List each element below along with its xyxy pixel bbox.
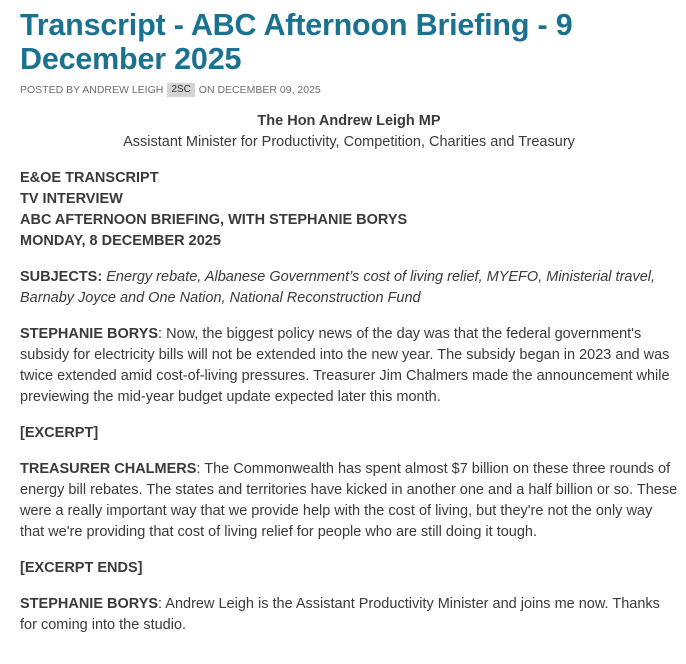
paragraph-text: : Now, the biggest policy news of the day was that the federal government's subsidy for electricity bills will not be extended into the new year. The subsidy began in 2023 and was twice extended amid cost-of-living pressures. Treasurer Jim Chalmers made the announcement while previewing the mid-year budget update expected later this month.: [20, 326, 670, 405]
speaker-name: STEPHANIE BORYS: [20, 596, 159, 612]
speaker-name: TREASURER CHALMERS: [20, 461, 197, 477]
paragraph-text: : Andrew Leigh is the Assistant Productivity Minister and joins me now. Thanks for coming into the studio.: [20, 596, 660, 633]
posted-by: POSTED BY ANDREW LEIGH: [20, 84, 164, 96]
posted-date: ON DECEMBER 09, 2025: [198, 84, 321, 96]
transcript-info-line: E&OE TRANSCRIPT: [20, 170, 159, 186]
transcript-paragraph: [20, 594, 678, 636]
transcript-paragraph: [20, 423, 678, 444]
minister-role: Assistant Minister for Productivity, Competition, Charities and Treasury: [123, 134, 575, 150]
transcript-info: [20, 168, 678, 252]
excerpt-marker: [EXCERPT ENDS]: [20, 560, 143, 576]
speaker-name: STEPHANIE BORYS: [20, 326, 159, 342]
paragraph-text: : The Commonwealth has spent almost $7 billion on these three rounds of energy bill rebates. The states and territories have kicked in another one and a half billion or so. These were a really important way that we provide help with the cost of living, but they're not the only way that we're providing that cost of living relief for people who are still doing it tough.: [20, 461, 678, 540]
excerpt-marker: [EXCERPT]: [20, 425, 99, 441]
transcript-paragraph: [20, 558, 678, 579]
subjects-text: Energy rebate, Albanese Government’s cost of living relief, MYEFO, Ministerial travel, Barnaby Joyce and One Nation, National Reconstruction Fund: [20, 269, 656, 306]
subjects-paragraph: [20, 267, 678, 309]
minister-name: The Hon Andrew Leigh MP: [257, 113, 441, 129]
transcript-paragraph: [20, 459, 678, 543]
subjects-label: SUBJECTS:: [20, 269, 103, 285]
tag-badge[interactable]: 2SC: [167, 83, 194, 97]
transcript-info-line: TV INTERVIEW: [20, 191, 123, 207]
transcript-paragraph: [20, 324, 678, 408]
article-body: [20, 111, 678, 636]
article-title[interactable]: Transcript - ABC Afternoon Briefing - 9 December 2025: [20, 8, 573, 76]
transcript-info-line: MONDAY, 8 DECEMBER 2025: [20, 233, 221, 249]
article-meta: [20, 83, 678, 97]
transcript-info-line: ABC AFTERNOON BRIEFING, WITH STEPHANIE BORYS: [20, 212, 408, 228]
speaker-header: [20, 111, 678, 153]
